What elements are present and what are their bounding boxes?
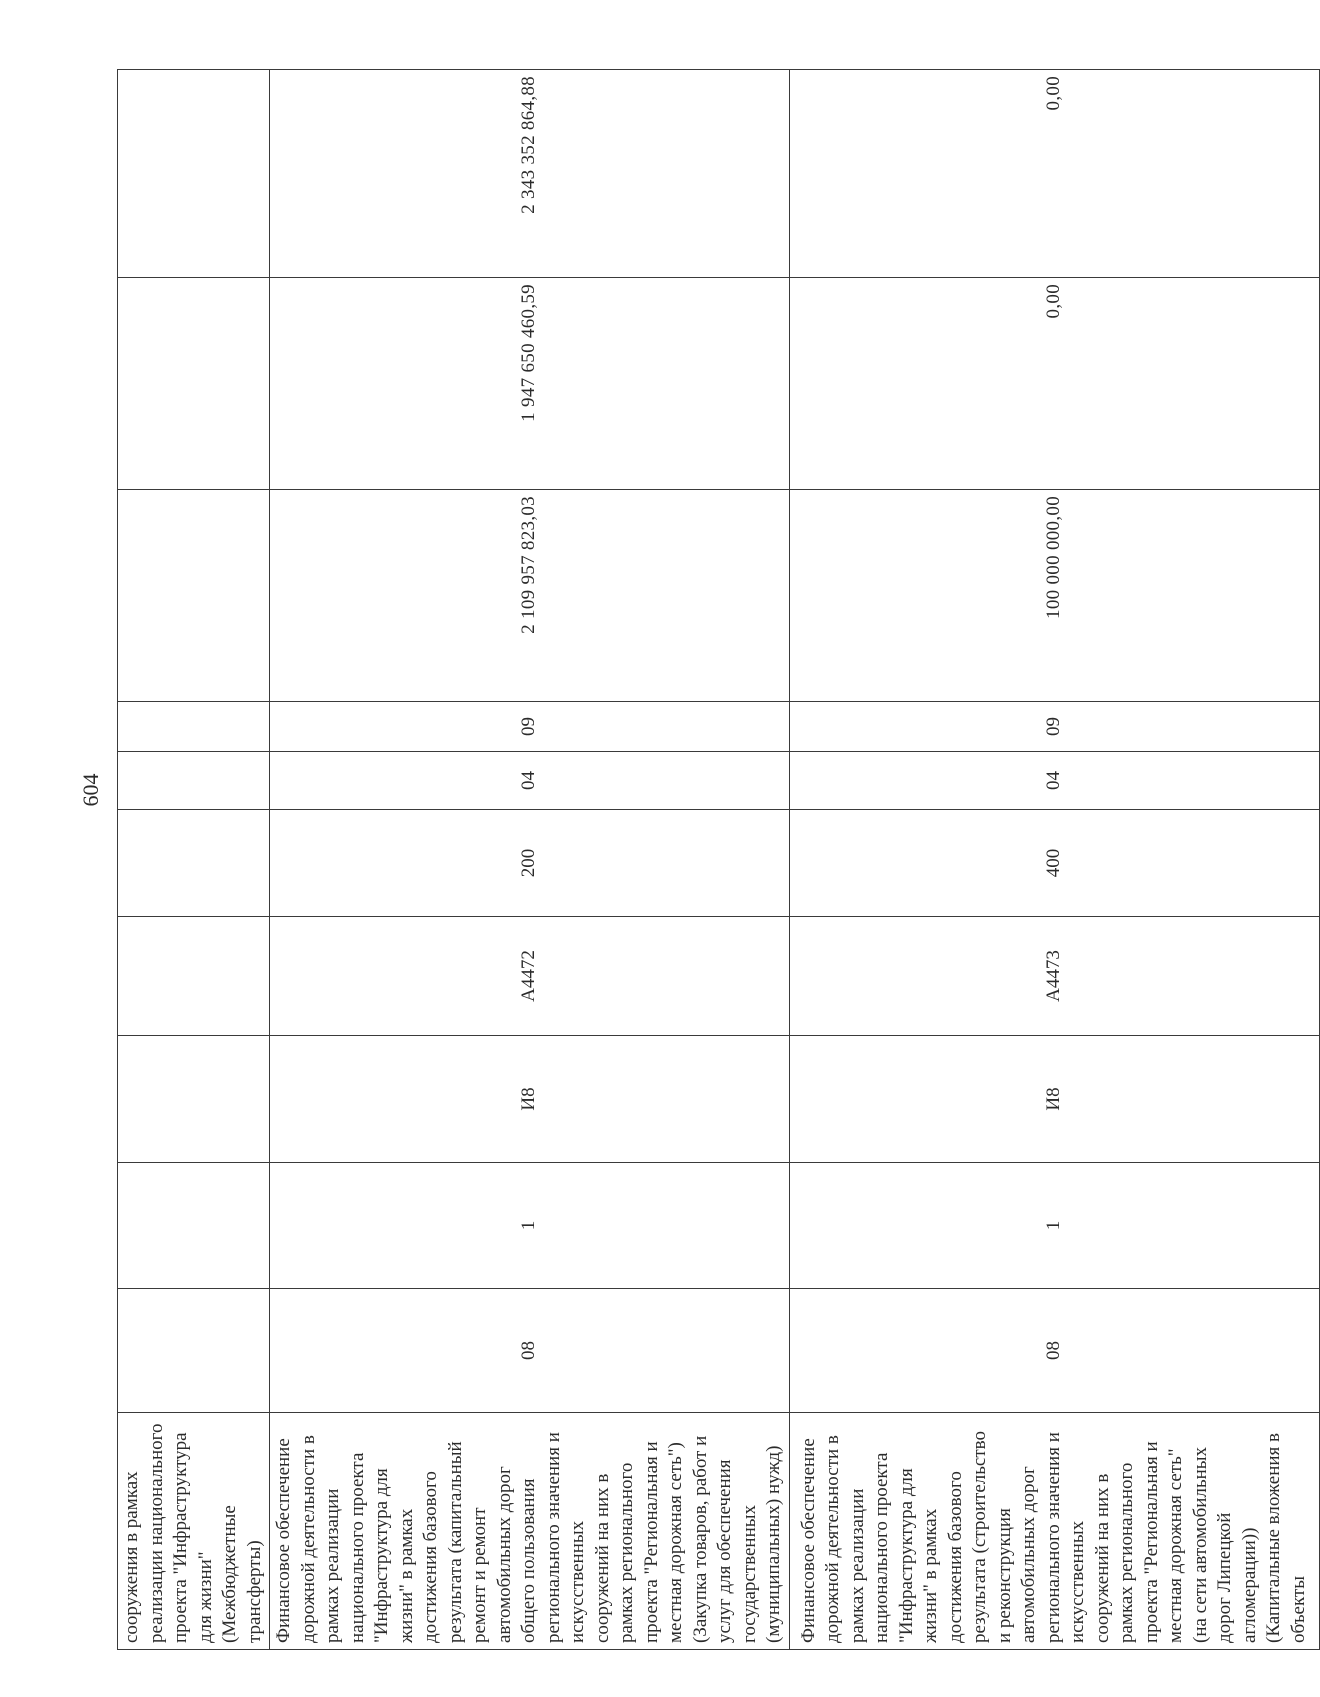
budget-table bbox=[117, 69, 1320, 1650]
group-a-code bbox=[118, 752, 270, 810]
row-description: Финансовое обеспечение дорожной деятельности в рамках реализации национального проекта "Инфраструктура для жизни" в рамках достижения базового результата (капитальный ремонт и ремонт автомобильных дорог общего пользования регионального значения и искусственных сооружений на них в рамках регионального проекта "Региональная и местная дорожная сеть") (Закупка товаров, работ и услуг для обеспечения государственных (муниципальных) нужд) bbox=[270, 1413, 790, 1650]
group-b-code: 09 bbox=[789, 702, 1319, 752]
amount-year-3 bbox=[118, 70, 270, 278]
project-code: А4473 bbox=[789, 917, 1319, 1036]
program-code bbox=[118, 1036, 270, 1163]
expense-type-code: 200 bbox=[270, 810, 790, 917]
group-b-code bbox=[118, 702, 270, 752]
expense-type-code bbox=[118, 810, 270, 917]
project-code: А4472 bbox=[270, 917, 790, 1036]
table-row bbox=[789, 70, 1319, 1650]
row-description: сооружения в рамках реализации национального проекта "Инфраструктура для жизни" (Межбюджетные трансферты) bbox=[118, 1413, 270, 1650]
subsection-code bbox=[118, 1163, 270, 1289]
section-code bbox=[118, 1289, 270, 1413]
amount-year-2 bbox=[118, 278, 270, 490]
program-code: И8 bbox=[270, 1036, 790, 1163]
amount-year-1: 100 000 000,00 bbox=[789, 490, 1319, 702]
amount-year-3: 0,00 bbox=[789, 70, 1319, 278]
table-row bbox=[270, 70, 790, 1650]
rotated-table-container bbox=[117, 70, 1309, 1650]
program-code: И8 bbox=[789, 1036, 1319, 1163]
section-code: 08 bbox=[270, 1289, 790, 1413]
table-row bbox=[118, 70, 270, 1650]
expense-type-code: 400 bbox=[789, 810, 1319, 917]
amount-year-1 bbox=[118, 490, 270, 702]
group-b-code: 09 bbox=[270, 702, 790, 752]
project-code bbox=[118, 917, 270, 1036]
amount-year-2: 0,00 bbox=[789, 278, 1319, 490]
group-a-code: 04 bbox=[270, 752, 790, 810]
row-description: Финансовое обеспечение дорожной деятельности в рамках реализации национального проекта "Инфраструктура для жизни" в рамках достижения базового результата (строительство и реконструкция автомобильных дорог регионального значения и искусственных сооружений на них в рамках регионального проекта "Региональная и местная дорожная сеть" (на сети автомобильных дорог Липецкой агломерации)) (Капитальные вложения в объекты bbox=[789, 1413, 1319, 1650]
subsection-code: 1 bbox=[270, 1163, 790, 1289]
group-a-code: 04 bbox=[789, 752, 1319, 810]
amount-year-2: 1 947 650 460,59 bbox=[270, 278, 790, 490]
amount-year-3: 2 343 352 864,88 bbox=[270, 70, 790, 278]
section-code: 08 bbox=[789, 1289, 1319, 1413]
amount-year-1: 2 109 957 823,03 bbox=[270, 490, 790, 702]
subsection-code: 1 bbox=[789, 1163, 1319, 1289]
page-number: 604 bbox=[78, 773, 103, 807]
